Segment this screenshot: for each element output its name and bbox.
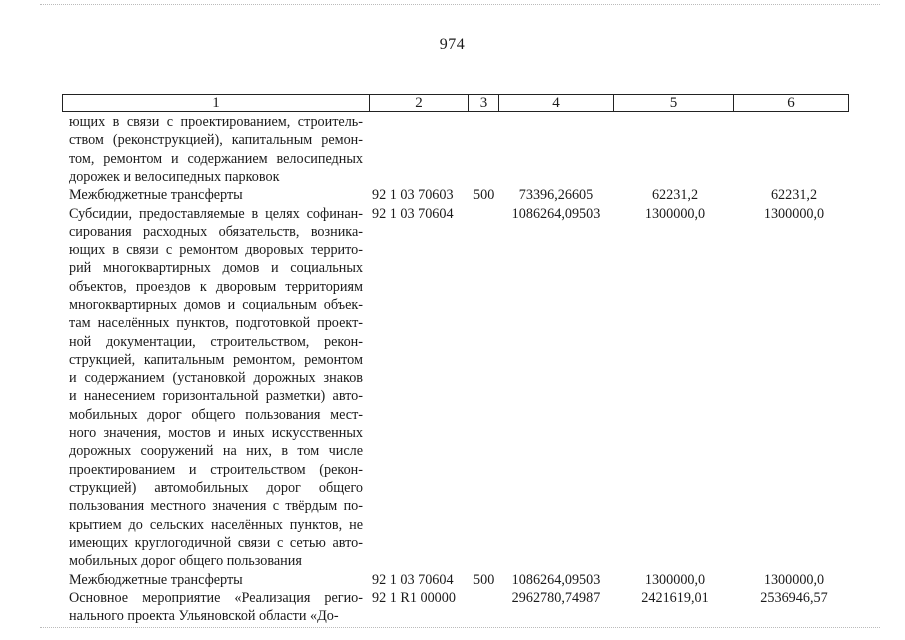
description-line: Основное мероприятие «Реализация регио- <box>69 589 363 606</box>
description-line: имеющих круглогодичной связи с сетью авто- <box>69 534 363 551</box>
description-line: ного значения, мостов и иных искусственных <box>69 425 363 442</box>
row-code: 92 1 03 70604 <box>372 205 454 222</box>
row-description <box>69 205 363 571</box>
row-description <box>69 571 363 589</box>
header-col-5: 5 <box>614 95 734 111</box>
description-line: пользования местного значения с твёрдым по- <box>69 498 363 515</box>
description-line: мобильных дорог общего пользования мест- <box>69 406 363 423</box>
row-description <box>69 113 363 186</box>
row-value-col6: 1300000,0 <box>763 571 825 588</box>
row-description <box>69 589 363 626</box>
header-col-6: 6 <box>787 95 795 111</box>
description-line: объектов, проездов к дворовым территориям <box>69 278 363 295</box>
description-line: там населённых пунктов, подготовкой проект- <box>69 315 363 332</box>
row-code: 92 1 R1 00000 <box>372 589 456 606</box>
description-line: проектированием и строительством (рекон- <box>69 461 363 478</box>
row-description <box>69 186 363 204</box>
description-line: многоквартирных домов и социальным объек- <box>69 296 363 313</box>
header-col-3: 3 <box>469 95 499 111</box>
table-header <box>62 94 849 112</box>
row-value-col4: 2962780,74987 <box>511 589 601 606</box>
header-col-4: 4 <box>499 95 614 111</box>
header-col-2: 2 <box>370 95 469 111</box>
description-line: сирования расходных обязательств, возника- <box>69 223 363 240</box>
row-value-col5: 62231,2 <box>651 187 699 204</box>
description-line: струкцией) автомобильных дорог общего <box>69 479 363 496</box>
row-expense-type: 500 <box>473 187 495 204</box>
description-line: Субсидии, предоставляемые в целях софинан- <box>69 205 363 222</box>
row-expense-type: 500 <box>473 571 495 588</box>
row-value-col6: 62231,2 <box>770 187 818 204</box>
description-line: ющих в связи с ремонтом дворовых террито- <box>69 242 363 259</box>
row-value-col5: 2421619,01 <box>641 589 709 606</box>
page-number: 974 <box>439 36 466 53</box>
description-line: Межбюджетные трансферты <box>69 187 243 204</box>
description-line: и нанесением горизонтальной разметки) авто- <box>69 388 363 405</box>
row-value-col4: 1086264,09503 <box>511 205 601 222</box>
row-value-col4: 73396,26605 <box>518 187 594 204</box>
description-line: крытием до сельских населённых пунктов, не <box>69 516 363 533</box>
description-line: ной документации, строительством, рекон- <box>69 333 363 350</box>
row-value-col6: 2536946,57 <box>760 589 828 606</box>
description-line: дорожек и велосипедных парковок <box>69 168 280 185</box>
description-line: ющих в связи с проектированием, строитель- <box>69 114 363 130</box>
description-line: рий многоквартирных домов и социальных <box>69 260 363 277</box>
row-code: 92 1 03 70603 <box>372 187 454 204</box>
description-line: и содержанием (установкой дорожных знаков <box>69 370 363 387</box>
description-line: нального проекта Ульяновской области «До- <box>69 608 339 625</box>
row-value-col6: 1300000,0 <box>763 205 825 222</box>
scan-edge-top <box>40 4 880 6</box>
description-line: Межбюджетные трансферты <box>69 571 243 588</box>
row-value-col5: 1300000,0 <box>644 205 706 222</box>
row-value-col5: 1300000,0 <box>644 571 706 588</box>
description-line: ством (реконструкцией), капитальным ремон- <box>69 132 363 149</box>
header-col-1: 1 <box>63 95 370 111</box>
description-line: струкцией, капитальным ремонтом, ремонтом <box>69 351 363 368</box>
row-code: 92 1 03 70604 <box>372 571 454 588</box>
description-line: дорожных сооружений на них, в том числе <box>69 443 363 460</box>
scan-edge-bottom <box>40 627 880 629</box>
description-line: мобильных дорог общего пользования <box>69 553 302 570</box>
row-value-col4: 1086264,09503 <box>511 571 601 588</box>
description-line: том, ремонтом и содержанием велосипедных <box>69 150 363 167</box>
